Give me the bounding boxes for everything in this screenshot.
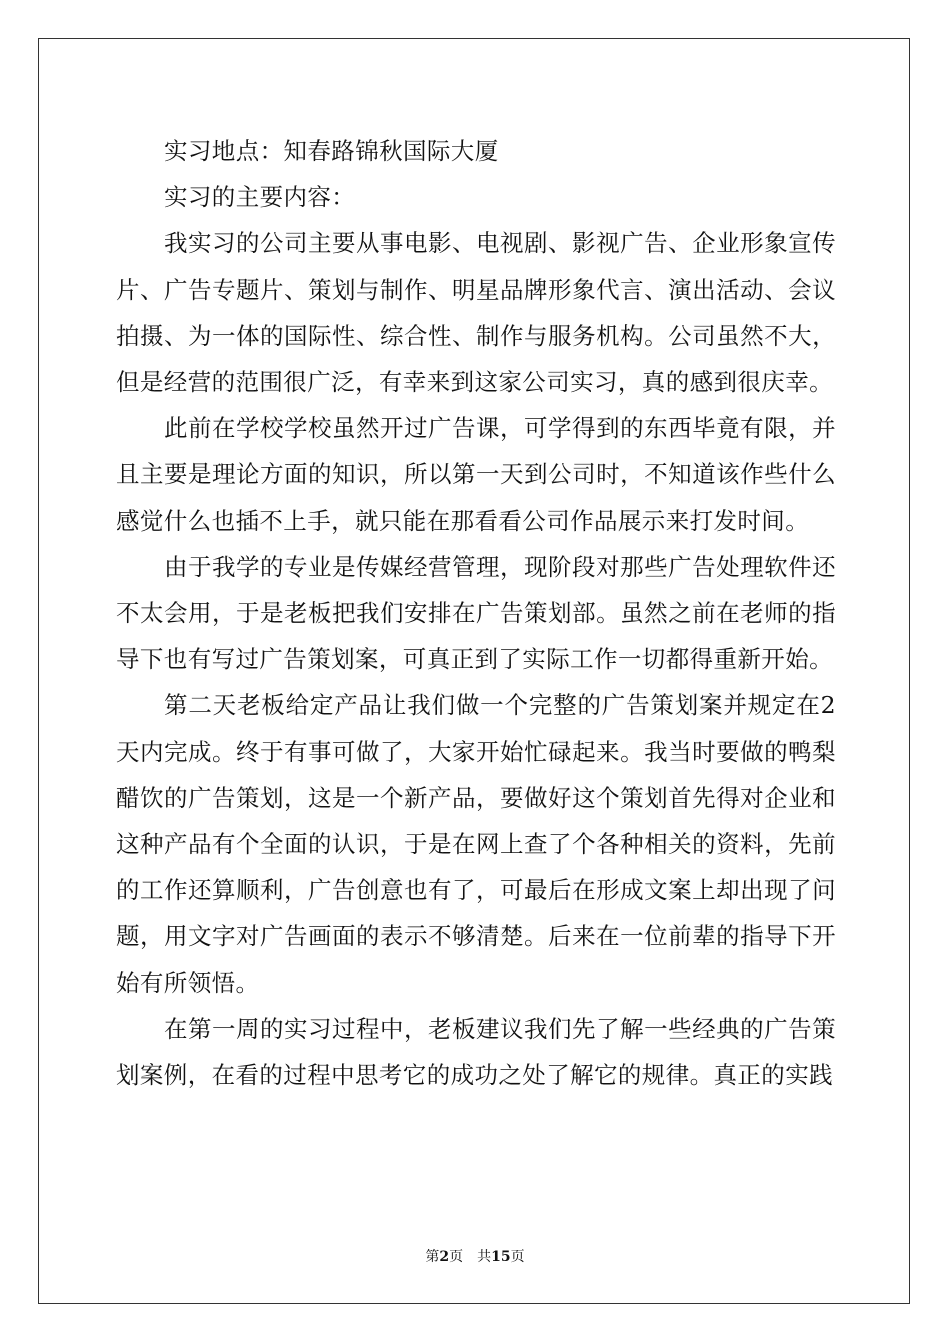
paragraph-first-day: 此前在学校学校虽然开过广告课，可学得到的东西毕竟有限，并且主要是理论方面的知识，所以第一天到公司时，不知道该作些什么感觉什么也插不上手，就只能在那看看公司作品展示来打发时间。: [116, 414, 836, 535]
page-prefix: 第: [425, 1249, 440, 1265]
document-body: [116, 128, 836, 1098]
paragraph-location: 实习地点：知春路锦秋国际大厦: [164, 137, 499, 165]
paragraph-content-heading: 实习的主要内容：: [164, 183, 356, 212]
total-suffix: 页: [510, 1249, 525, 1265]
page-current-number: 2: [439, 1249, 450, 1265]
page-footer: [0, 1246, 950, 1266]
total-prefix: 共: [477, 1249, 492, 1265]
page-total-number: 15: [491, 1249, 511, 1265]
paragraph-department: 由于我学的专业是传媒经营管理，现阶段对那些广告处理软件还不太会用，于是老板把我们安排在广告策划部。虽然之前在老师的指导下也有写过广告策划案，可真正到了实际工作一切都得重新开始。: [116, 552, 836, 674]
page-suffix: 页: [449, 1249, 464, 1265]
paragraph-first-week: 在第一周的实习过程中，老板建议我们先了解一些经典的广告策划案例，在看的过程中思考它的成功之处了解它的规律。真正的实践: [116, 1014, 836, 1090]
paragraph-company-intro: 我实习的公司主要从事电影、电视剧、影视广告、企业形象宣传片、广告专题片、策划与制作、明星品牌形象代言、演出活动、会议拍摄、为一体的国际性、综合性、制作与服务机构。公司虽然不大，但是经营的范围很广泛，有幸来到这家公司实习，真的感到很庆幸。: [116, 229, 836, 397]
paragraph-second-day: 第二天老板给定产品让我们做一个完整的广告策划案并规定在2天内完成。终于有事可做了，大家开始忙碌起来。我当时要做的鸭梨醋饮的广告策划，这是一个新产品，要做好这个策划首先得对企业和这种产品有个全面的认识，于是在网上查了个各种相关的资料，先前的工作还算顺利，广告创意也有了，可最后在形成文案上却出现了问题，用文字对广告画面的表示不够清楚。后来在一位前辈的指导下开始有所领悟。: [116, 691, 836, 997]
